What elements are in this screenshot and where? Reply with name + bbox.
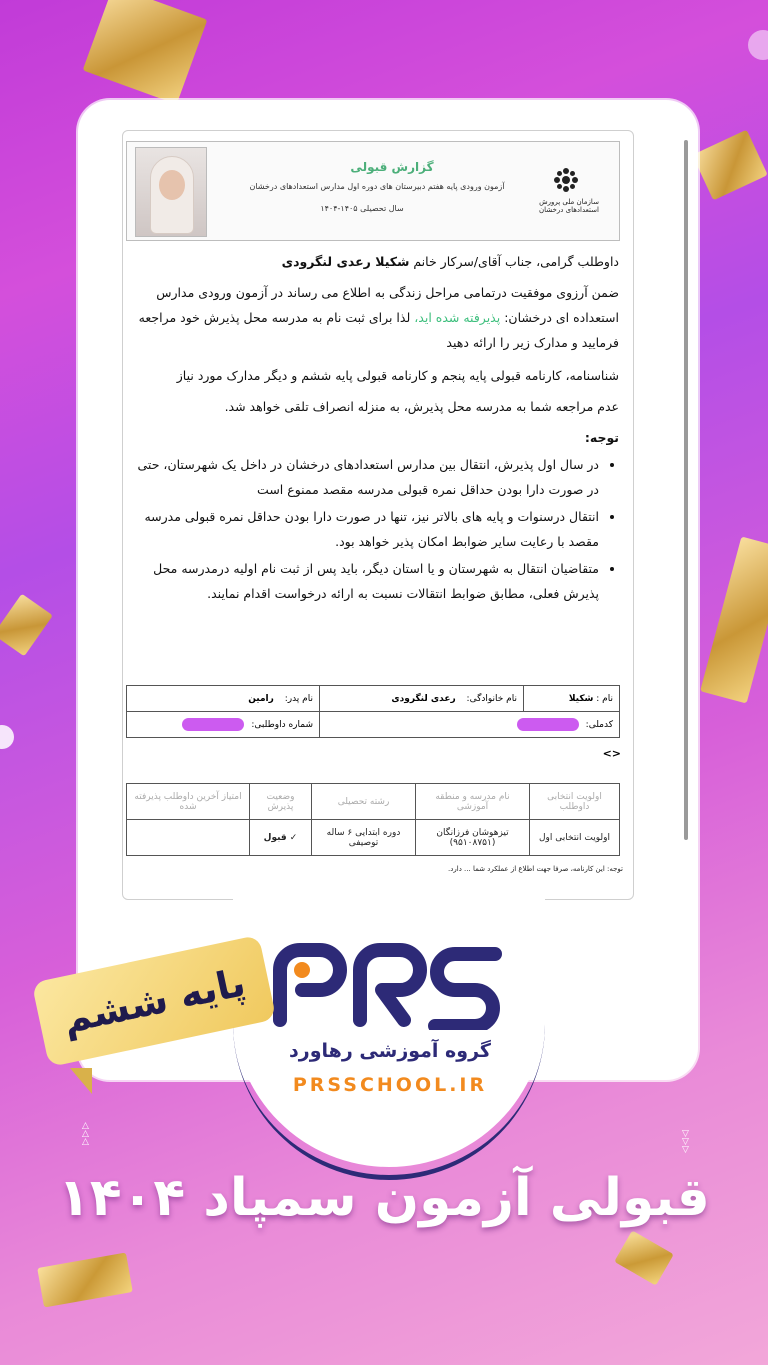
confetti: [83, 0, 208, 104]
prs-logo: [270, 940, 510, 1030]
results-table: [126, 783, 620, 856]
light-flare: [748, 30, 768, 60]
triangle-icon: ▽ ▽ ▽: [682, 1129, 689, 1155]
report-title: گزارش قبولی: [350, 160, 434, 174]
paragraph-3: عدم مراجعه شما به مدرسه محل پذیرش، به منزله انصراف تلقی خواهد شد.: [224, 399, 619, 414]
greeting: داوطلب گرامی، جناب آقای/سرکار خانم شکیلا رعدی لنگرودی: [281, 254, 619, 269]
report-year: سال تحصیلی ۱۴۰۵-۱۴۰۴: [320, 204, 404, 213]
triangle-icon: △ △ △: [82, 1121, 89, 1147]
ribbon-tail: [70, 1068, 92, 1094]
paragraph-2: شناسنامه، کارنامه قبولی پایه پنجم و کارنامه قبولی پایه ششم و دیگر مدارک مورد نیاز: [176, 368, 619, 383]
report-header: [126, 141, 620, 241]
table-row: اولویت انتخابی اول تیزهوشان فرزانگان (۹۵۱۰۸۷۵۱) دوره ابتدایی ۶ ساله توصیفی ✓ قبول: [127, 820, 620, 856]
column-header: رشته تحصیلی: [312, 784, 416, 820]
paragraph-1: ضمن آرزوی موفقیت درتمامی مراحل زندگی به اطلاع می رساند در آزمون ورودی مدارس استعداده ای درخشان: پذیرفته شده اید، لذا برای ثبت نام به مدرسه محل پذیرش خود مراجعه فرمایید و مدارک زیر را ارائه دهید: [138, 285, 619, 350]
svg-text:PRS: PRS: [390, 1025, 392, 1026]
letter-body: [123, 249, 623, 608]
column-header: وضعیت پذیرش: [250, 784, 312, 820]
first-name: شکیلا: [568, 693, 594, 704]
confetti: [614, 1230, 674, 1285]
confetti: [700, 537, 768, 704]
brand-subtitle: گروه آموزشی رهاورد: [289, 1040, 491, 1062]
report-subtitle: آزمون ورودی پایه هفتم دبیرستان های دوره اول مدارس استعدادهای درخشان: [249, 182, 505, 191]
list-item: • انتقال درسنوات و پایه های بالاتر نیز، تنها در صورت دارا بودن حداقل نمره قبولی مدرسه مقصد با رعایت سایر ضوابط امکان پذیر خواهد بود.: [127, 504, 599, 554]
acceptance-report: [122, 130, 634, 900]
status-badge: ✓ قبول: [250, 820, 312, 856]
confetti: [37, 1252, 133, 1307]
national-id-redacted: [517, 718, 579, 731]
candidate-number-redacted: [182, 718, 244, 731]
column-header: اولویت انتخابی داوطلب: [530, 784, 620, 820]
last-name: رعدی لنگرودی: [391, 693, 456, 704]
student-photo: [135, 147, 207, 237]
org-logo-icon: [553, 167, 579, 193]
student-info-table: نام : شکیلا نام خانوادگی: رعدی لنگرودی نام پدر: رامین کدملی: شماره داوطلبی:: [126, 685, 620, 738]
father-name: رامین: [248, 693, 274, 704]
column-header: نام مدرسه و منطقه آموزشی: [416, 784, 530, 820]
scrollbar[interactable]: [684, 140, 688, 840]
pagination-arrows[interactable]: <>: [602, 747, 621, 760]
grade-badge: پایه ششم: [32, 935, 277, 1067]
note-list: [127, 452, 619, 606]
confetti: [692, 130, 768, 201]
confetti: [0, 594, 53, 657]
column-header: امتیاز آخرین داوطلب پذیرفته شده: [127, 784, 250, 820]
brand-circle-ring: [233, 895, 545, 1180]
org-name: سازمان ملی پرورش استعدادهای درخشان: [539, 198, 599, 214]
list-item: • در سال اول پذیرش، انتقال بین مدارس استعدادهای درخشان در داخل یک شهرستان، حتی در صورت دارا بودن حداقل نمره قبولی مدرسه مقصد ممنوع است: [127, 452, 599, 502]
acceptance-status: پذیرفته شده اید،: [414, 310, 501, 325]
headline: قبولی آزمون سمپاد ۱۴۰۴: [58, 1168, 710, 1228]
note-title: توجه:: [584, 430, 619, 445]
brand-url: PRSSCHOOL.IR: [292, 1074, 488, 1096]
light-flare: [0, 725, 14, 749]
footnote: توجه: این کارنامه، صرفا جهت اطلاع از عملکرد شما ... دارد.: [448, 865, 623, 873]
list-item: • متقاضیان انتقال به شهرستان و یا استان دیگر، باید پس از ثبت نام اولیه درمدرسه محل پذیرش فعلی، مطابق ضوابط انتقالات نسبت به ارائه درخواست اقدام نمایند.: [127, 556, 599, 606]
student-name: شکیلا رعدی لنگرودی: [281, 254, 410, 269]
